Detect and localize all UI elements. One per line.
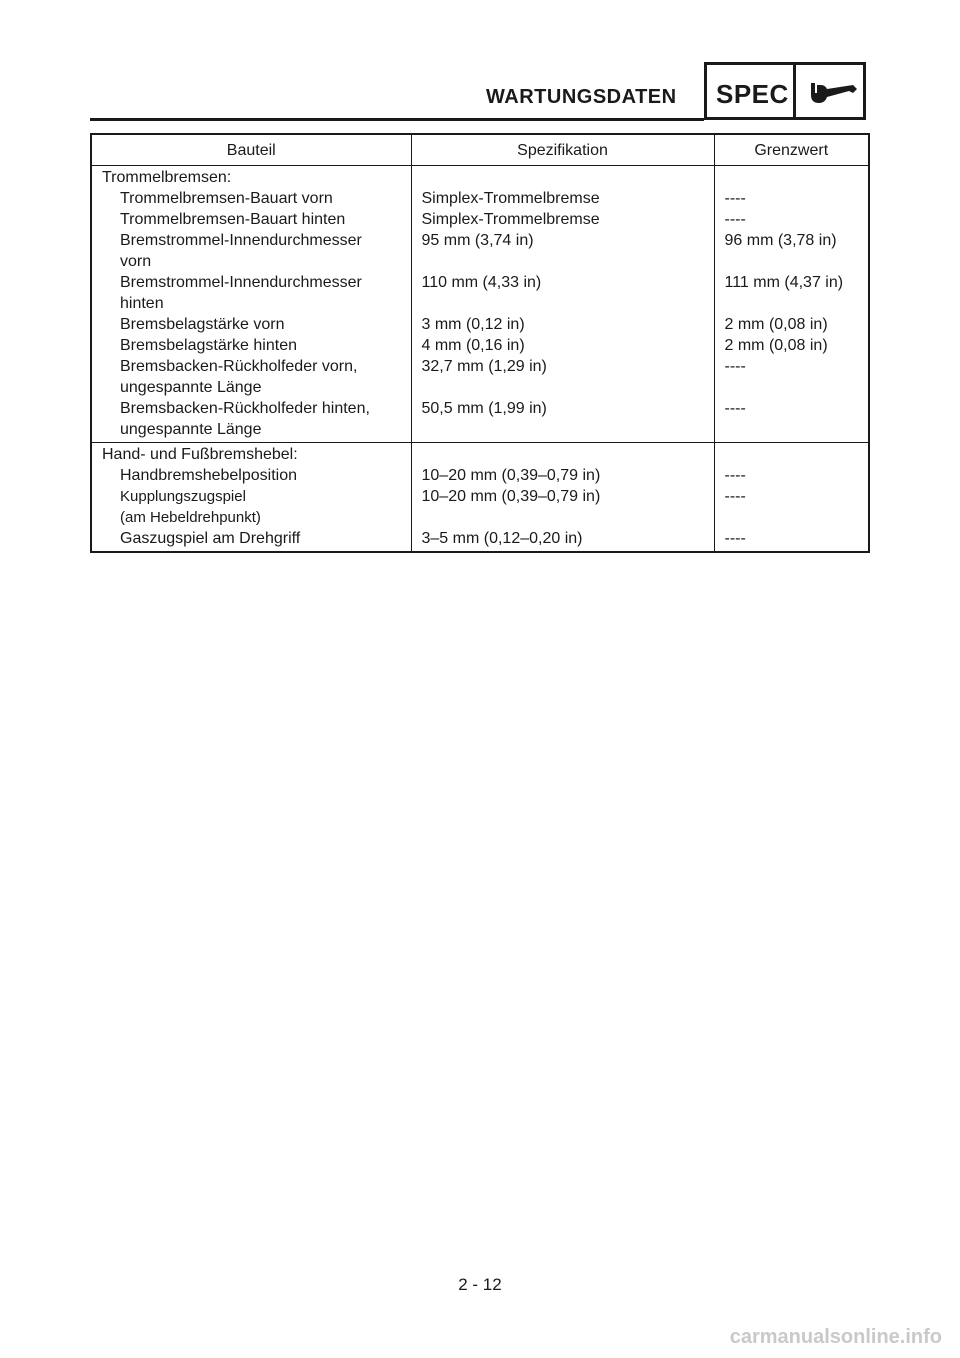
spec-cell: Simplex-Trommelbremse bbox=[411, 209, 714, 230]
table-row bbox=[91, 230, 869, 272]
page-number: 2 - 12 bbox=[458, 1275, 502, 1294]
part-cell: Trommelbremsen-Bauart vorn bbox=[91, 188, 411, 209]
spec-cell: 50,5 mm (1,99 in) bbox=[411, 398, 714, 443]
limit-cell: ---- bbox=[724, 488, 746, 505]
limit-cell: 111 mm (4,37 in) bbox=[724, 274, 844, 291]
limit-cell: 96 mm (3,78 in) bbox=[724, 232, 837, 249]
limit-cell: 2 mm (0,08 in) bbox=[724, 316, 828, 333]
part-cell bbox=[91, 272, 411, 314]
table-row bbox=[91, 272, 869, 314]
spec-cell: 10–20 mm (0,39–0,79 in) bbox=[411, 486, 714, 528]
column-header-part: Bauteil bbox=[91, 134, 411, 166]
part-line: hinten bbox=[120, 295, 164, 312]
spec-table bbox=[90, 133, 870, 553]
table-row bbox=[91, 314, 869, 335]
spec-cell: 4 mm (0,16 in) bbox=[411, 335, 714, 356]
limit-cell: ---- bbox=[724, 467, 746, 484]
part-line: Bremstrommel-Innendurchmesser bbox=[120, 232, 362, 249]
spec-badge-label: SPEC bbox=[716, 79, 789, 109]
section-brake-levers bbox=[91, 443, 869, 553]
watermark: carmanualsonline.info bbox=[729, 1326, 942, 1348]
spec-badge-divider bbox=[793, 65, 796, 117]
part-cell: Bremsbelagstärke vorn bbox=[91, 314, 411, 335]
spec-cell: Simplex-Trommelbremse bbox=[411, 188, 714, 209]
part-line: vorn bbox=[120, 253, 152, 270]
part-cell bbox=[91, 398, 411, 443]
limit-cell: ---- bbox=[724, 530, 746, 547]
spec-cell: 32,7 mm (1,29 in) bbox=[411, 356, 714, 398]
part-line: Bremsbacken-Rückholfeder hinten, bbox=[120, 400, 370, 417]
section-heading-row bbox=[91, 166, 869, 189]
table-row bbox=[91, 209, 869, 230]
spec-cell: 10–20 mm (0,39–0,79 in) bbox=[411, 465, 714, 486]
table-header-row bbox=[91, 134, 869, 166]
part-line: (am Hebeldrehpunkt) bbox=[120, 509, 261, 526]
wrench-icon bbox=[805, 77, 861, 114]
table-row bbox=[91, 465, 869, 486]
spec-cell: 95 mm (3,74 in) bbox=[411, 230, 714, 272]
section-heading: Hand- und Fußbremshebel: bbox=[91, 443, 411, 466]
part-line: ungespannte Länge bbox=[120, 421, 262, 438]
part-cell: Trommelbremsen-Bauart hinten bbox=[91, 209, 411, 230]
spec-badge bbox=[704, 62, 866, 120]
part-cell: Bremsbelagstärke hinten bbox=[91, 335, 411, 356]
part-line: Bremstrommel-Innendurchmesser bbox=[120, 274, 362, 291]
limit-cell: ---- bbox=[724, 190, 746, 207]
limit-cell: 2 mm (0,08 in) bbox=[724, 337, 828, 354]
part-cell bbox=[91, 230, 411, 272]
limit-cell: ---- bbox=[724, 211, 746, 228]
part-cell: Gaszugspiel am Drehgriff bbox=[91, 528, 411, 552]
table-row bbox=[91, 335, 869, 356]
part-line: Kupplungszugspiel bbox=[120, 488, 246, 505]
table-row bbox=[91, 528, 869, 552]
spec-cell: 110 mm (4,33 in) bbox=[411, 272, 714, 314]
table-row bbox=[91, 356, 869, 398]
column-header-limit: Grenzwert bbox=[714, 134, 869, 166]
part-line: ungespannte Länge bbox=[120, 379, 262, 396]
part-cell: Handbremshebelposition bbox=[91, 465, 411, 486]
table-row bbox=[91, 398, 869, 443]
column-header-spec: Spezifikation bbox=[411, 134, 714, 166]
spec-cell: 3 mm (0,12 in) bbox=[411, 314, 714, 335]
limit-cell: ---- bbox=[724, 400, 746, 417]
section-drum-brakes bbox=[91, 166, 869, 443]
limit-cell: ---- bbox=[724, 358, 746, 375]
table-row bbox=[91, 188, 869, 209]
part-cell bbox=[91, 356, 411, 398]
section-heading: Trommelbremsen: bbox=[91, 166, 411, 189]
table-row bbox=[91, 486, 869, 528]
header-rule bbox=[90, 118, 704, 121]
section-heading-row bbox=[91, 443, 869, 466]
spec-cell: 3–5 mm (0,12–0,20 in) bbox=[411, 528, 714, 552]
part-line: Bremsbacken-Rückholfeder vorn, bbox=[120, 358, 358, 375]
section-title: WARTUNGSDATEN bbox=[486, 86, 677, 108]
part-cell bbox=[91, 486, 411, 528]
